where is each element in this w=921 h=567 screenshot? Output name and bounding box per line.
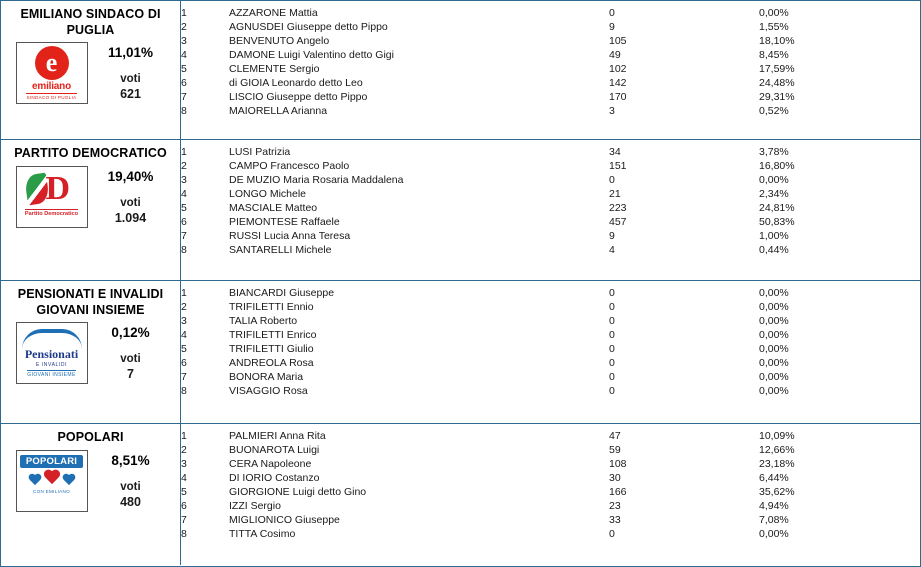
candidate-name: CAMPO Francesco Paolo xyxy=(229,160,350,172)
party-percent: 0,12% xyxy=(111,325,150,341)
votes-label: voti xyxy=(120,73,141,86)
candidate-percent: 4,94% xyxy=(759,500,789,512)
candidate-number: 4 xyxy=(181,472,187,484)
candidate-votes: 0 xyxy=(609,301,615,313)
party-block xyxy=(1,281,920,424)
candidate-name: GIORGIONE Luigi detto Gino xyxy=(229,486,367,498)
candidate-votes: 47 xyxy=(609,430,621,442)
table-row xyxy=(181,500,920,514)
candidate-number: 3 xyxy=(181,458,187,470)
candidate-name: TRIFILETTI Giulio xyxy=(229,343,314,355)
candidate-name: DAMONE Luigi Valentino detto Gigi xyxy=(229,49,394,61)
candidate-votes: 0 xyxy=(609,174,615,186)
candidate-number: 4 xyxy=(181,329,187,341)
candidate-name: CERA Napoleone xyxy=(229,458,312,470)
candidate-number: 1 xyxy=(181,7,187,19)
candidate-percent: 0,00% xyxy=(759,385,789,397)
heart-icon xyxy=(28,474,42,488)
candidate-name: AZZARONE Mattia xyxy=(229,7,318,19)
party-logo-icon xyxy=(16,322,88,384)
candidate-votes: 49 xyxy=(609,49,621,61)
candidate-percent: 50,83% xyxy=(759,216,795,228)
table-row xyxy=(181,244,920,258)
candidate-number: 8 xyxy=(181,244,187,256)
candidate-table xyxy=(181,430,920,542)
logo-name: Partito Democratico xyxy=(24,210,79,217)
candidate-percent: 24,81% xyxy=(759,202,795,214)
party-percent-block xyxy=(96,169,166,225)
candidate-number: 8 xyxy=(181,105,187,117)
party-percent: 19,40% xyxy=(107,168,154,184)
candidate-name: MASCIALE Matteo xyxy=(229,202,318,214)
candidate-name: BUONAROTA Luigi xyxy=(229,444,320,456)
party-name: PENSIONATI E INVALIDI GIOVANI INSIEME xyxy=(17,287,164,317)
logo-letter: e xyxy=(35,46,69,80)
party-percent-block xyxy=(96,325,166,381)
table-row xyxy=(181,160,920,174)
candidate-percent: 0,00% xyxy=(759,528,789,540)
party-name: POPOLARI xyxy=(57,430,124,444)
candidate-number: 7 xyxy=(181,230,187,242)
logo-letter: D xyxy=(45,169,71,207)
candidate-number: 4 xyxy=(181,188,187,200)
heart-icon xyxy=(62,474,76,488)
candidate-table xyxy=(181,146,920,258)
candidate-percent: 1,00% xyxy=(759,230,789,242)
candidate-votes: 33 xyxy=(609,514,621,526)
candidate-number: 5 xyxy=(181,202,187,214)
candidate-number: 3 xyxy=(181,174,187,186)
table-row xyxy=(181,287,920,301)
candidate-percent: 24,48% xyxy=(759,77,795,89)
candidate-percent: 0,52% xyxy=(759,105,789,117)
candidate-name: SANTARELLI Michele xyxy=(229,244,332,256)
candidate-number: 6 xyxy=(181,500,187,512)
table-row xyxy=(181,7,920,21)
table-row xyxy=(181,35,920,49)
logo-subtitle: E INVALIDI xyxy=(35,361,68,368)
candidate-percent: 0,00% xyxy=(759,7,789,19)
party-summary xyxy=(1,140,181,280)
candidate-name: MIGLIONICO Giuseppe xyxy=(229,514,340,526)
candidate-name: BENVENUTO Angelo xyxy=(229,35,330,47)
candidate-percent: 18,10% xyxy=(759,35,795,47)
logo-footer: GIOVANI INSIEME xyxy=(27,371,76,378)
candidate-votes: 223 xyxy=(609,202,627,214)
logo-footer: CON EMILIANO xyxy=(32,488,71,494)
candidate-votes: 59 xyxy=(609,444,621,456)
party-logo-icon xyxy=(16,42,88,104)
party-logo-row xyxy=(7,322,174,384)
candidate-name: PALMIERI Anna Rita xyxy=(229,430,326,442)
candidate-votes: 0 xyxy=(609,287,615,299)
candidate-number: 5 xyxy=(181,63,187,75)
candidate-percent: 10,09% xyxy=(759,430,795,442)
table-row xyxy=(181,21,920,35)
candidate-percent: 0,00% xyxy=(759,315,789,327)
candidate-number: 5 xyxy=(181,486,187,498)
table-row xyxy=(181,105,920,119)
candidate-name: TRIFILETTI Enrico xyxy=(229,329,317,341)
candidate-number: 2 xyxy=(181,444,187,456)
candidate-number: 7 xyxy=(181,514,187,526)
candidate-name: ANDREOLA Rosa xyxy=(229,357,314,369)
candidate-name: RUSSI Lucia Anna Teresa xyxy=(229,230,351,242)
candidate-votes: 21 xyxy=(609,188,621,200)
candidate-votes: 0 xyxy=(609,7,615,19)
votes-label: voti xyxy=(120,353,141,366)
party-summary xyxy=(1,1,181,139)
logo-arc-shape xyxy=(22,329,82,349)
logo-subtitle: SINDACO DI PUGLIA xyxy=(26,95,77,101)
candidate-number: 3 xyxy=(181,35,187,47)
candidate-percent: 17,59% xyxy=(759,63,795,75)
candidate-percent: 12,66% xyxy=(759,444,795,456)
party-block xyxy=(1,1,920,140)
candidate-percent: 16,80% xyxy=(759,160,795,172)
table-row xyxy=(181,329,920,343)
candidate-number: 1 xyxy=(181,146,187,158)
table-row xyxy=(181,146,920,160)
candidate-table xyxy=(181,287,920,399)
table-row xyxy=(181,385,920,399)
candidate-percent: 0,00% xyxy=(759,329,789,341)
candidate-votes: 0 xyxy=(609,343,615,355)
candidate-votes: 30 xyxy=(609,472,621,484)
logo-hearts-shape xyxy=(28,470,76,488)
logo-mark xyxy=(26,169,78,208)
table-row xyxy=(181,357,920,371)
candidate-percent: 2,34% xyxy=(759,188,789,200)
candidate-votes: 102 xyxy=(609,63,627,75)
table-row xyxy=(181,230,920,244)
party-name: EMILIANO SINDACO DI PUGLIA xyxy=(20,7,161,37)
party-percent: 8,51% xyxy=(111,452,150,468)
candidate-number: 6 xyxy=(181,77,187,89)
candidate-number: 2 xyxy=(181,301,187,313)
candidate-name: DE MUZIO Maria Rosaria Maddalena xyxy=(229,174,404,186)
candidate-votes: 34 xyxy=(609,146,621,158)
party-name: PARTITO DEMOCRATICO xyxy=(14,146,167,160)
candidate-number: 3 xyxy=(181,315,187,327)
candidate-votes: 9 xyxy=(609,21,615,33)
candidate-number: 2 xyxy=(181,160,187,172)
table-row xyxy=(181,301,920,315)
table-row xyxy=(181,371,920,385)
logo-name: Pensionati xyxy=(24,346,79,361)
candidate-name: di GIOIA Leonardo detto Leo xyxy=(229,77,363,89)
candidate-name: TALIA Roberto xyxy=(229,315,298,327)
heart-icon xyxy=(43,470,61,488)
table-row xyxy=(181,343,920,357)
candidate-percent: 0,00% xyxy=(759,357,789,369)
table-row xyxy=(181,49,920,63)
candidate-votes: 170 xyxy=(609,91,627,103)
party-logo-row xyxy=(7,42,174,104)
candidate-votes: 151 xyxy=(609,160,627,172)
candidate-percent: 3,78% xyxy=(759,146,789,158)
table-row xyxy=(181,202,920,216)
candidate-votes: 457 xyxy=(609,216,627,228)
votes-label: voti xyxy=(120,196,141,209)
candidate-percent: 0,00% xyxy=(759,174,789,186)
party-summary xyxy=(1,424,181,565)
candidate-name: AGNUSDEI Giuseppe detto Pippo xyxy=(229,21,388,33)
candidate-table xyxy=(181,7,920,119)
candidate-name: DI IORIO Costanzo xyxy=(229,472,320,484)
logo-name: POPOLARI xyxy=(20,455,83,468)
party-summary xyxy=(1,281,181,423)
candidate-name: PIEMONTESE Raffaele xyxy=(229,216,340,228)
candidate-number: 6 xyxy=(181,357,187,369)
votes-total: 621 xyxy=(120,87,141,102)
candidate-percent: 8,45% xyxy=(759,49,789,61)
candidate-percent: 0,00% xyxy=(759,287,789,299)
candidate-votes: 0 xyxy=(609,357,615,369)
votes-label: voti xyxy=(120,480,141,493)
candidate-name: LISCIO Giuseppe detto Pippo xyxy=(229,91,368,103)
table-row xyxy=(181,77,920,91)
candidate-votes: 105 xyxy=(609,35,627,47)
candidate-percent: 23,18% xyxy=(759,458,795,470)
party-block xyxy=(1,140,920,281)
candidate-number: 4 xyxy=(181,49,187,61)
candidate-votes: 0 xyxy=(609,528,615,540)
candidate-votes: 23 xyxy=(609,500,621,512)
candidate-name: CLEMENTE Sergio xyxy=(229,63,320,75)
candidate-percent: 0,00% xyxy=(759,343,789,355)
candidate-percent: 7,08% xyxy=(759,514,789,526)
party-logo-row xyxy=(7,450,174,512)
table-row xyxy=(181,174,920,188)
candidate-number: 8 xyxy=(181,528,187,540)
party-logo-row xyxy=(7,166,174,228)
candidate-number: 7 xyxy=(181,371,187,383)
table-row xyxy=(181,444,920,458)
candidate-votes: 0 xyxy=(609,385,615,397)
table-row xyxy=(181,472,920,486)
candidate-number: 6 xyxy=(181,216,187,228)
votes-total: 1.094 xyxy=(114,210,147,225)
candidate-name: BONORA Maria xyxy=(229,371,304,383)
table-row xyxy=(181,315,920,329)
table-row xyxy=(181,216,920,230)
candidate-list xyxy=(181,1,920,139)
candidate-number: 8 xyxy=(181,385,187,397)
votes-total: 7 xyxy=(127,367,134,382)
logo-name: emiliano xyxy=(32,81,71,93)
table-row xyxy=(181,91,920,105)
candidate-number: 2 xyxy=(181,21,187,33)
candidate-list xyxy=(181,140,920,280)
table-row xyxy=(181,188,920,202)
candidate-percent: 29,31% xyxy=(759,91,795,103)
party-percent: 11,01% xyxy=(107,45,154,61)
table-row xyxy=(181,63,920,77)
candidate-name: LUSI Patrizia xyxy=(229,146,291,158)
candidate-votes: 166 xyxy=(609,486,627,498)
candidate-number: 5 xyxy=(181,343,187,355)
table-row xyxy=(181,430,920,444)
candidate-percent: 6,44% xyxy=(759,472,789,484)
candidate-percent: 35,62% xyxy=(759,486,795,498)
table-row xyxy=(181,458,920,472)
candidate-number: 1 xyxy=(181,430,187,442)
candidate-list xyxy=(181,424,920,565)
candidate-name: MAIORELLA Arianna xyxy=(229,105,328,117)
table-row xyxy=(181,486,920,500)
candidate-percent: 0,00% xyxy=(759,301,789,313)
party-percent-block xyxy=(96,453,166,509)
party-logo-icon xyxy=(16,450,88,512)
candidate-votes: 142 xyxy=(609,77,627,89)
table-row xyxy=(181,514,920,528)
candidate-name: LONGO Michele xyxy=(229,188,307,200)
table-row xyxy=(181,528,920,542)
votes-total: 480 xyxy=(120,494,141,509)
candidate-votes: 9 xyxy=(609,230,615,242)
candidate-votes: 3 xyxy=(609,105,615,117)
candidate-name: BIANCARDI Giuseppe xyxy=(229,287,335,299)
candidate-votes: 0 xyxy=(609,371,615,383)
candidate-name: TITTA Cosimo xyxy=(229,528,296,540)
party-block xyxy=(1,424,920,565)
candidate-votes: 108 xyxy=(609,458,627,470)
candidate-percent: 0,00% xyxy=(759,371,789,383)
candidate-votes: 0 xyxy=(609,315,615,327)
party-percent-block xyxy=(96,45,166,101)
candidate-name: IZZI Sergio xyxy=(229,500,281,512)
candidate-percent: 1,55% xyxy=(759,21,789,33)
candidate-list xyxy=(181,281,920,423)
candidate-votes: 4 xyxy=(609,244,615,256)
party-logo-icon xyxy=(16,166,88,228)
candidate-number: 1 xyxy=(181,287,187,299)
candidate-percent: 0,44% xyxy=(759,244,789,256)
candidate-name: TRIFILETTI Ennio xyxy=(229,301,314,313)
candidate-name: VISAGGIO Rosa xyxy=(229,385,308,397)
candidate-number: 7 xyxy=(181,91,187,103)
candidate-votes: 0 xyxy=(609,329,615,341)
